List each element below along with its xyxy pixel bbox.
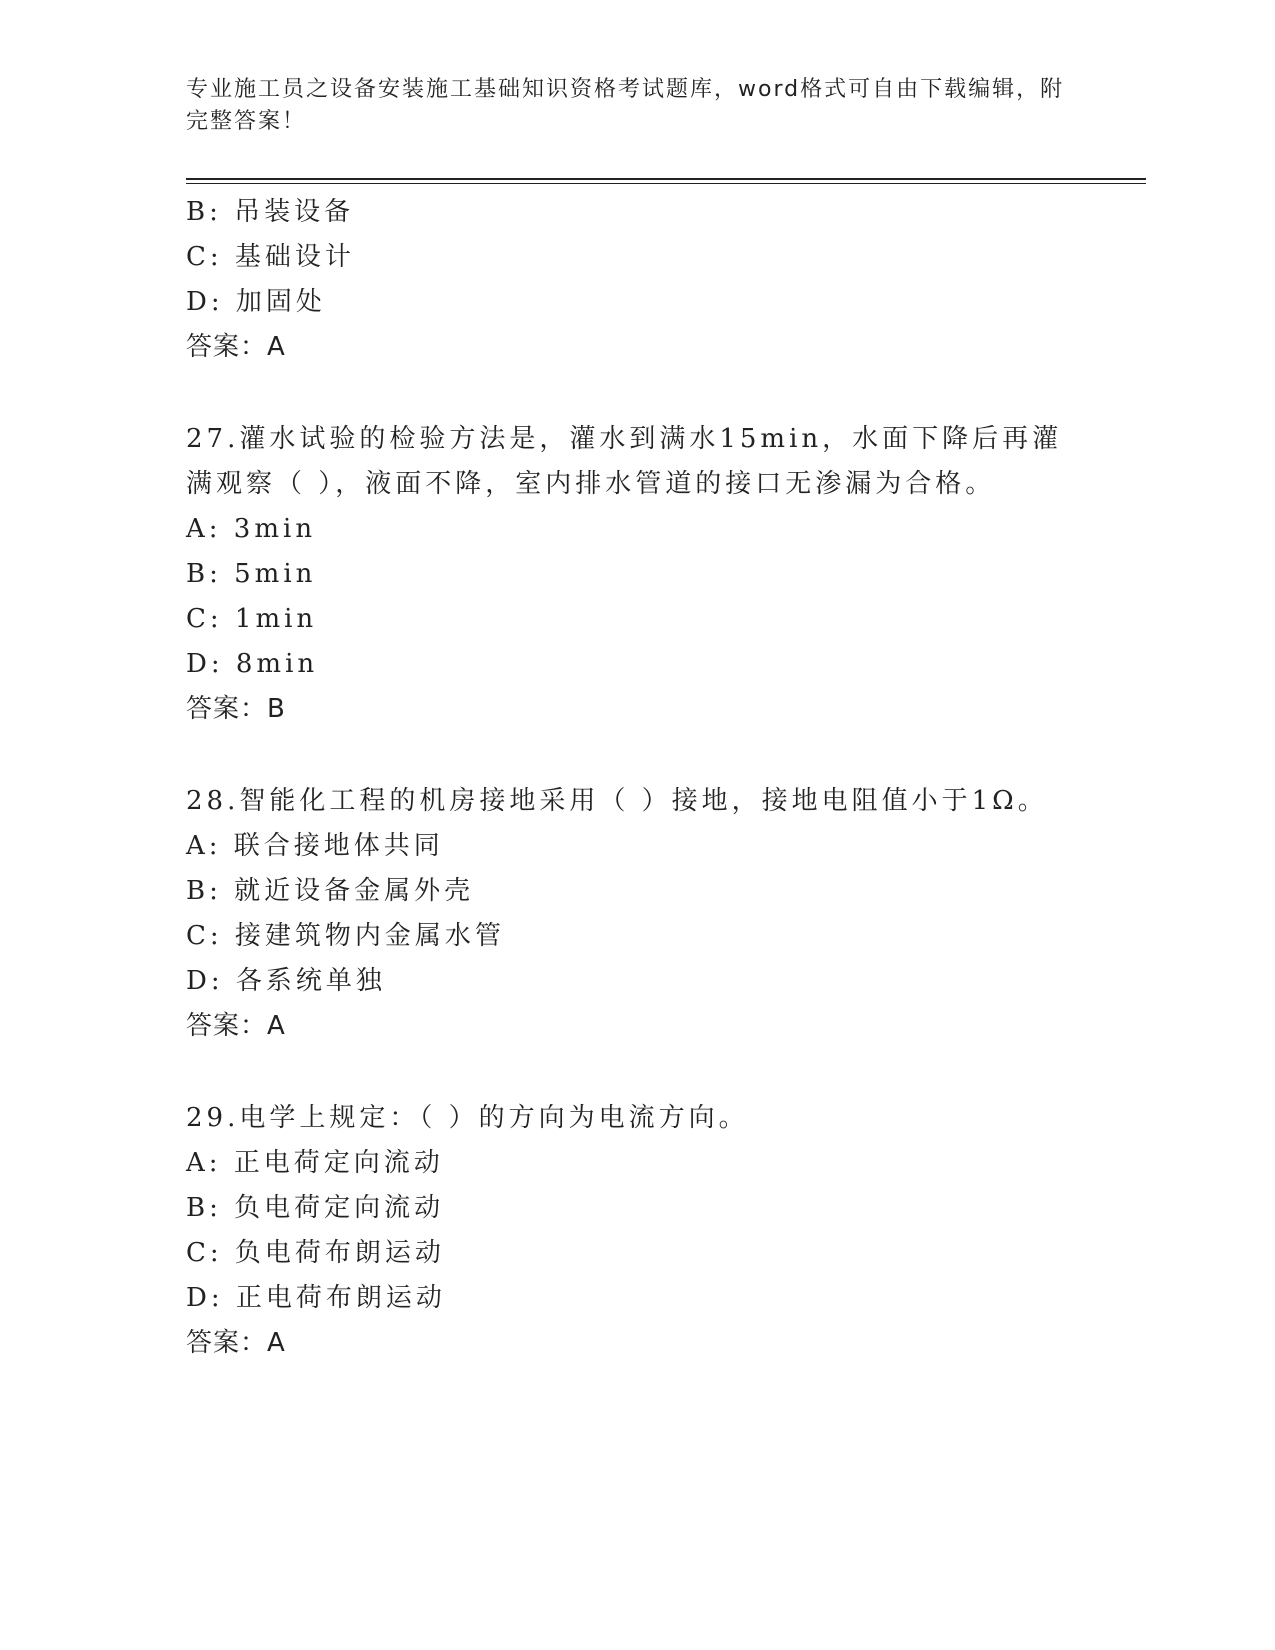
document-header: 专业施工员之设备安装施工基础知识资格考试题库，word格式可自由下载编辑，附完整答案！ xyxy=(186,77,1065,134)
question-28 xyxy=(186,779,1086,1049)
option-c: C: 负电荷布朗运动 xyxy=(186,1238,445,1268)
question-text: 27.灌水试验的检验方法是，灌水到满水15min，水面下降后再灌满观察（ ），液面不降，室内排水管道的接口无渗漏为合格。 xyxy=(186,424,1063,499)
option-b: B: 就近设备金属外壳 xyxy=(186,876,475,906)
question-29 xyxy=(186,1096,1086,1366)
header-rule-thick xyxy=(186,178,1146,180)
option-d: D: 加固处 xyxy=(186,287,326,317)
option-a: A: 正电荷定向流动 xyxy=(186,1148,444,1178)
option-a: A: 3min xyxy=(186,514,317,544)
option-a: A: 联合接地体共同 xyxy=(186,831,444,861)
answer-line: 答案：B xyxy=(186,694,286,724)
header-rule-thin xyxy=(186,183,1146,184)
option-b: B: 负电荷定向流动 xyxy=(186,1193,445,1223)
option-d: D: 正电荷布朗运动 xyxy=(186,1283,446,1313)
option-d: D: 各系统单独 xyxy=(186,966,386,996)
question-text: 29.电学上规定：（ ）的方向为电流方向。 xyxy=(186,1103,749,1133)
option-c: C: 接建筑物内金属水管 xyxy=(186,921,505,951)
answer-line: 答案：A xyxy=(186,1011,286,1041)
option-b: B: 5min xyxy=(186,559,317,589)
option-c: C: 基础设计 xyxy=(186,242,355,272)
answer-line: 答案：A xyxy=(186,1328,286,1358)
question-27 xyxy=(186,417,1086,732)
answer-line: 答案：A xyxy=(186,332,286,362)
option-b: B: 吊装设备 xyxy=(186,197,355,227)
document-body xyxy=(186,190,1086,1366)
question-text: 28.智能化工程的机房接地采用（ ）接地，接地电阻值小于1Ω。 xyxy=(186,786,1048,816)
option-c: C: 1min xyxy=(186,604,318,634)
question-26-continuation xyxy=(186,190,1086,370)
option-d: D: 8min xyxy=(186,649,319,679)
